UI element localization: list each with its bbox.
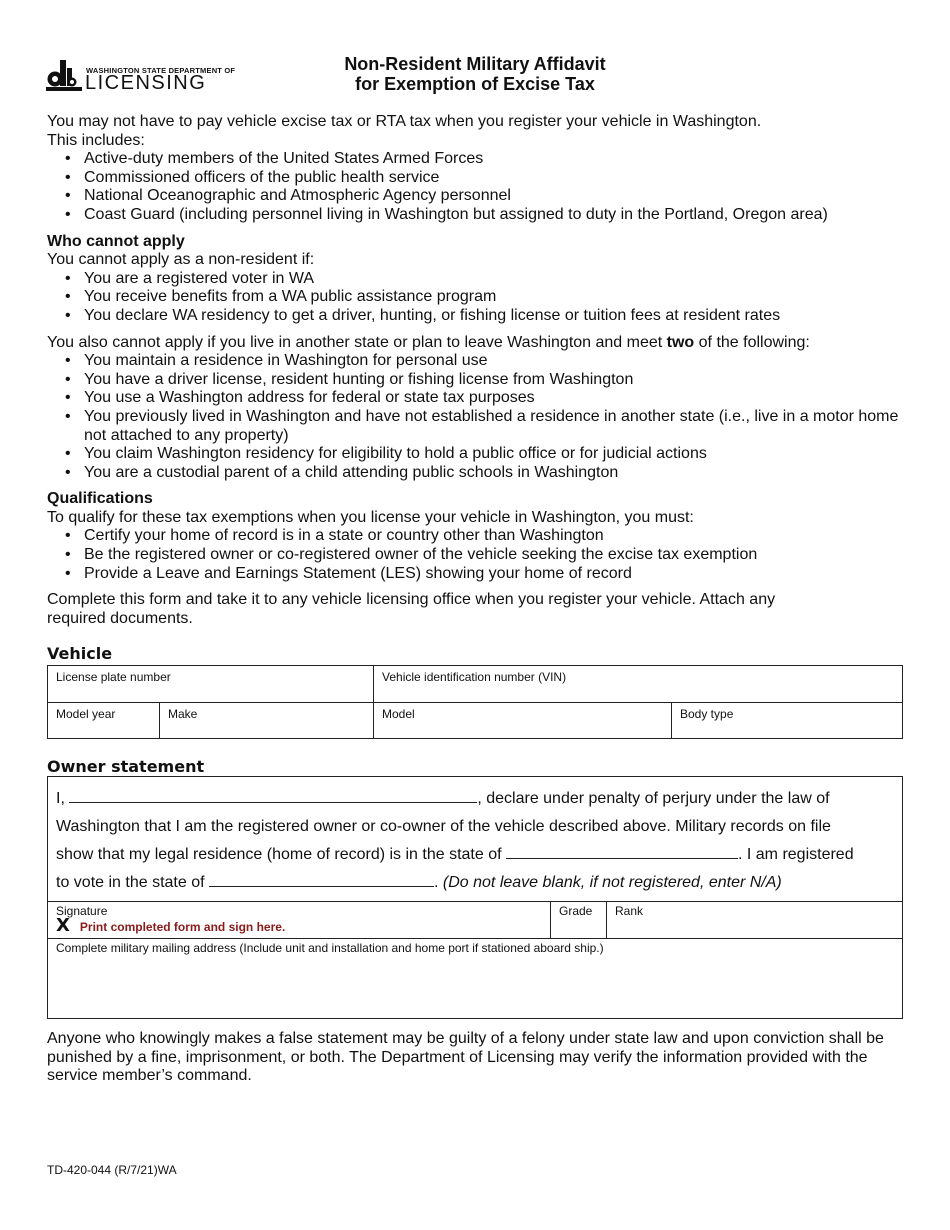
mailing-address-label: Complete military mailing address (Include unit and installation and home port if stationed aboard ship.) (56, 941, 604, 955)
list-item: • You declare WA residency to get a driver, hunting, or fishing license or tuition fees at resident rates (47, 307, 907, 326)
list-item: • You use a Washington address for federal or state tax purposes (47, 389, 907, 408)
grade-field[interactable] (551, 902, 606, 938)
body-type-label: Body type (680, 707, 734, 721)
model-year-label: Model year (56, 707, 116, 721)
list-item: • Certify your home of record is in a state or country other than Washington (47, 527, 907, 546)
qualifications-heading: Qualifications (47, 490, 153, 508)
signature-field[interactable] (48, 902, 550, 938)
form-title-line1: Non-Resident Military Affidavit (344, 54, 606, 74)
model-field[interactable] (374, 703, 671, 738)
model-year-field[interactable] (48, 703, 159, 738)
qualifications-list (47, 527, 907, 583)
who-cannot-apply-heading: Who cannot apply (47, 232, 185, 250)
list-item: • Commissioned officers of the public health service (47, 169, 907, 188)
license-plate-label: License plate number (56, 670, 171, 684)
dol-logo-icon (46, 60, 82, 92)
make-label: Make (168, 707, 198, 721)
list-item: • You are a registered voter in WA (47, 270, 907, 289)
list-item: • Be the registered owner or co-registered owner of the vehicle seeking the excise tax exemption (47, 546, 907, 565)
qualifications-lead: To qualify for these tax exemptions when you license your vehicle in Washington, you must: (47, 508, 694, 526)
owner-statement-box (47, 776, 903, 1019)
body-type-field[interactable] (672, 703, 902, 738)
list-item: • You receive benefits from a WA public assistance program (47, 288, 907, 307)
perjury-warning: Anyone who knowingly makes a false statement may be guilty of a felony under state law and upon conviction shall be punished by a fine, imprisonment, or both. The Department of Licensing may verify the information provided with the service member’s command. (47, 1030, 884, 1085)
signature-x-mark: X (56, 915, 70, 936)
form-number: TD-420-044 (R/7/21)WA (47, 1163, 177, 1177)
owner-declaration: I, , declare under penalty of perjury under the law of Washington that I am the registered owner or co-owner of the vehicle described above. Military records on file show that my legal residence (home of record) is in the state of . I am registered to vote in the state of . (Do not leave blank, if not registered, enter N/A) (56, 785, 896, 897)
logo-licensing-text: LICENSING (85, 72, 207, 94)
intro-line2: This includes: (47, 131, 145, 149)
rank-label: Rank (615, 904, 644, 918)
also-cannot-apply-list (47, 352, 907, 482)
vehicle-heading: Vehicle (47, 644, 113, 663)
list-item: • Provide a Leave and Earnings Statement (LES) showing your home of record (47, 565, 907, 584)
mailing-address-field[interactable] (48, 939, 902, 1018)
list-item: • You previously lived in Washington and have not established a residence in another state (i.e., live in a motor home not attached to any property) (47, 408, 907, 445)
list-item: • You have a driver license, resident hunting or fishing license from Washington (47, 371, 907, 390)
owner-name-input[interactable] (69, 786, 477, 803)
dol-logo (46, 60, 236, 96)
intro-line1: You may not have to pay vehicle excise tax or RTA tax when you register your vehicle in Washington. (47, 113, 762, 130)
rank-field[interactable] (607, 902, 902, 938)
cannot-apply-lead: You cannot apply as a non-resident if: (47, 251, 315, 269)
form-title (300, 54, 650, 94)
form-title-line2: for Exemption of Excise Tax (355, 74, 595, 94)
home-of-record-state-input[interactable] (506, 842, 738, 859)
vin-field[interactable] (374, 666, 902, 702)
instructions (47, 113, 907, 628)
list-item: • National Oceanographic and Atmospheric Agency personnel (47, 187, 907, 206)
license-plate-field[interactable] (48, 666, 373, 702)
complete-instructions: Complete this form and take it to any vehicle licensing office when you register your vehicle. Attach any required documents. (47, 591, 776, 627)
list-item: • You claim Washington residency for eligibility to hold a public office or for judicial actions (47, 445, 907, 464)
list-item: • Coast Guard (including personnel living in Washington but assigned to duty in the Portland, Oregon area) (47, 206, 907, 225)
make-field[interactable] (160, 703, 373, 738)
grade-label: Grade (559, 904, 593, 918)
list-item: • You maintain a residence in Washington for personal use (47, 352, 907, 371)
list-item: • Active-duty members of the United States Armed Forces (47, 150, 907, 169)
model-label: Model (382, 707, 415, 721)
vin-label: Vehicle identification number (VIN) (382, 670, 567, 684)
voting-state-input[interactable] (209, 870, 434, 887)
signature-instruction: Print completed form and sign here. (79, 920, 286, 934)
list-item: • You are a custodial parent of a child attending public schools in Washington (47, 464, 907, 483)
signature-label: Signature (56, 904, 108, 918)
eligible-list (47, 150, 907, 224)
owner-statement-heading: Owner statement (47, 757, 205, 776)
logo-agency-text: WASHINGTON STATE DEPARTMENT OF (86, 66, 236, 75)
cannot-apply-list (47, 270, 907, 326)
also-cannot-apply-lead: You also cannot apply if you live in another state or plan to leave Washington and meet two of the following: (47, 333, 810, 351)
vehicle-table (47, 665, 903, 739)
